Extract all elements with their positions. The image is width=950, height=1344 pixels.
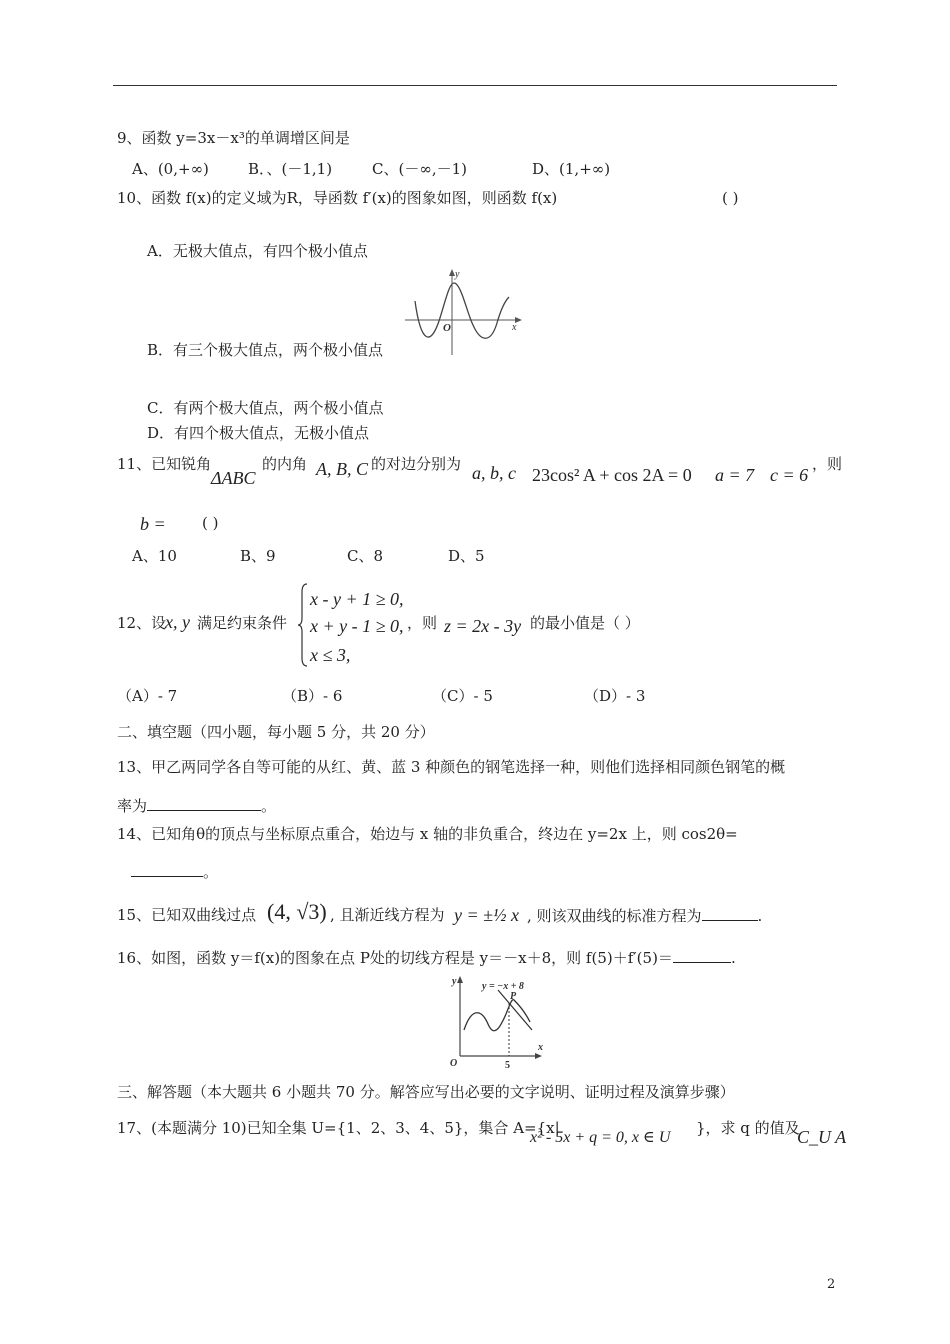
q11-triangle: ΔABC: [211, 468, 256, 488]
q12-objective: z = 2x - 3y: [444, 616, 522, 636]
q9-option-a: A、(0,+∞): [132, 160, 209, 178]
q11-sides: a, b, c: [472, 463, 516, 483]
q12-then: ，则: [407, 614, 438, 632]
q11-answer-paren: ( ): [202, 514, 219, 532]
q13-line1: 13、甲乙两同学各自等可能的从红、黄、蓝 3 种颜色的钢笔选择一种，则他们选择相同颜色钢笔的概: [117, 758, 786, 776]
q10-option-c: C．有两个极大值点，两个极小值点: [147, 399, 384, 417]
q10-origin-label: O: [443, 322, 451, 334]
q12-vars: x, y: [165, 612, 190, 632]
q11-then: ，则: [812, 455, 843, 473]
q14-line2-post: 。: [203, 863, 219, 881]
q12-constraint-1: x - y + 1 ≥ 0,: [310, 589, 404, 609]
q16-text: 16、如图，函数 y＝f(x)的图象在点 P处的切线方程是 y＝－x＋8，则 f(5)＋f′(5)＝: [117, 949, 673, 967]
q12-tail: 的最小值是（ ）: [530, 614, 640, 632]
q16-point-label: P: [510, 991, 517, 1002]
q11-option-b: B、9: [240, 547, 276, 565]
q11-eq2: a = 7: [715, 465, 755, 485]
q11-eq1: 23cos² A + cos 2A = 0: [532, 465, 692, 485]
q12-option-a: （A）- 7: [117, 687, 178, 705]
q12-constraint-3: x ≤ 3,: [310, 645, 351, 665]
q16-x-tick-5: 5: [505, 1060, 510, 1070]
q17-complement: C_U A: [797, 1127, 847, 1147]
q10-option-b: B．有三个极大值点，两个极小值点: [147, 341, 384, 359]
q17-pre: 17、(本题满分 10)已知全集 U={1、2、3、4、5}，集合 A={x|: [117, 1119, 560, 1137]
q12-option-c: （C）- 5: [432, 687, 493, 705]
q12-left-brace: [297, 582, 309, 668]
q11-lead: 11、已知锐角: [117, 455, 212, 473]
q16-line: [117, 948, 736, 967]
q14-line2: [131, 862, 218, 881]
q10-derivative-graph: [405, 265, 530, 357]
q16-y-label: y: [452, 976, 457, 987]
q10-stem: 10、函数 f(x)的定义域为R，导函数 f′(x)的图象如图，则函数 f(x): [117, 189, 558, 207]
q11-mid2: 的对边分别为: [371, 455, 462, 473]
q15-pre: 15、已知双曲线过点: [117, 906, 257, 924]
q13-line2: [117, 796, 276, 815]
q15-end: .: [757, 907, 763, 925]
q16-y-arrow-icon: [457, 976, 463, 983]
q10-y-label: y: [455, 269, 460, 280]
page-number: 2: [827, 1277, 836, 1292]
q11-option-d: D、5: [448, 547, 485, 565]
q17-equation: x² - 5x + q = 0, x ∈ U: [530, 1129, 671, 1146]
q16-answer-blank[interactable]: [673, 948, 731, 963]
q15-mid: , 且渐近线方程为: [330, 906, 445, 924]
q11-mid1: 的内角: [262, 455, 308, 473]
q15-answer-blank[interactable]: [702, 906, 758, 921]
q10-option-a: A．无极大值点，有四个极小值点: [147, 242, 368, 260]
q16-end: .: [730, 949, 736, 967]
q12-option-d: （D）- 3: [584, 687, 646, 705]
q13-answer-blank[interactable]: [147, 796, 261, 811]
q15-asymptote: y = ±½ x: [454, 905, 520, 925]
q14-line1: 14、已知角θ的顶点与坐标原点重合，始边与 x 轴的非负重合，终边在 y=2x 上，则 cos2θ=: [117, 825, 738, 843]
q16-tangent-label: y = −x + 8: [482, 981, 524, 992]
q15-post-text: , 则该双曲线的标准方程为: [527, 907, 702, 925]
q11-option-c: C、8: [347, 547, 384, 565]
q14-answer-blank[interactable]: [131, 862, 203, 877]
q9-stem: 9、函数 y=3x－x³的单调增区间是: [117, 129, 350, 147]
header-rule: [113, 85, 837, 86]
q12-constraint-2: x + y - 1 ≥ 0,: [310, 616, 404, 636]
q9-option-c: C、(－∞,－1): [372, 160, 467, 178]
q17-post: }，求 q 的值及: [696, 1119, 800, 1137]
q10-answer-paren: ( ): [722, 189, 739, 207]
q16-origin-label: O: [450, 1058, 458, 1069]
q11-option-a: A、10: [132, 547, 177, 565]
section-2-heading: 二、填空题（四小题，每小题 5 分，共 20 分）: [117, 723, 435, 741]
q16-x-label: x: [538, 1042, 543, 1053]
q10-option-d: D．有四个极大值点，无极小值点: [147, 424, 370, 442]
q12-option-b: （B）- 6: [282, 687, 343, 705]
q9-option-d: D、(1,+∞): [532, 160, 611, 178]
section-3-heading: 三、解答题（本大题共 6 小题共 70 分。解答应写出必要的文字说明、证明过程及演算步骤）: [117, 1083, 735, 1101]
q11-angles: A, B, C: [316, 459, 368, 479]
q13-line2-post: 。: [261, 797, 277, 815]
q16-tangent-graph: [438, 970, 548, 1070]
q9-option-b: B．、(－1,1): [248, 160, 333, 178]
q13-line2-pre: 率为: [117, 797, 148, 815]
q15-point: (4, √3): [267, 899, 327, 924]
q15-post: [527, 906, 762, 925]
q11-eq3: c = 6: [770, 465, 809, 485]
q10-x-label: x: [512, 322, 517, 333]
q12-mid: 满足约束条件: [197, 614, 288, 632]
q11-b-eq: b =: [140, 514, 166, 534]
q16-x-arrow-icon: [535, 1053, 542, 1059]
q12-lead: 12、设: [117, 614, 167, 632]
q10-curve: [415, 283, 509, 338]
